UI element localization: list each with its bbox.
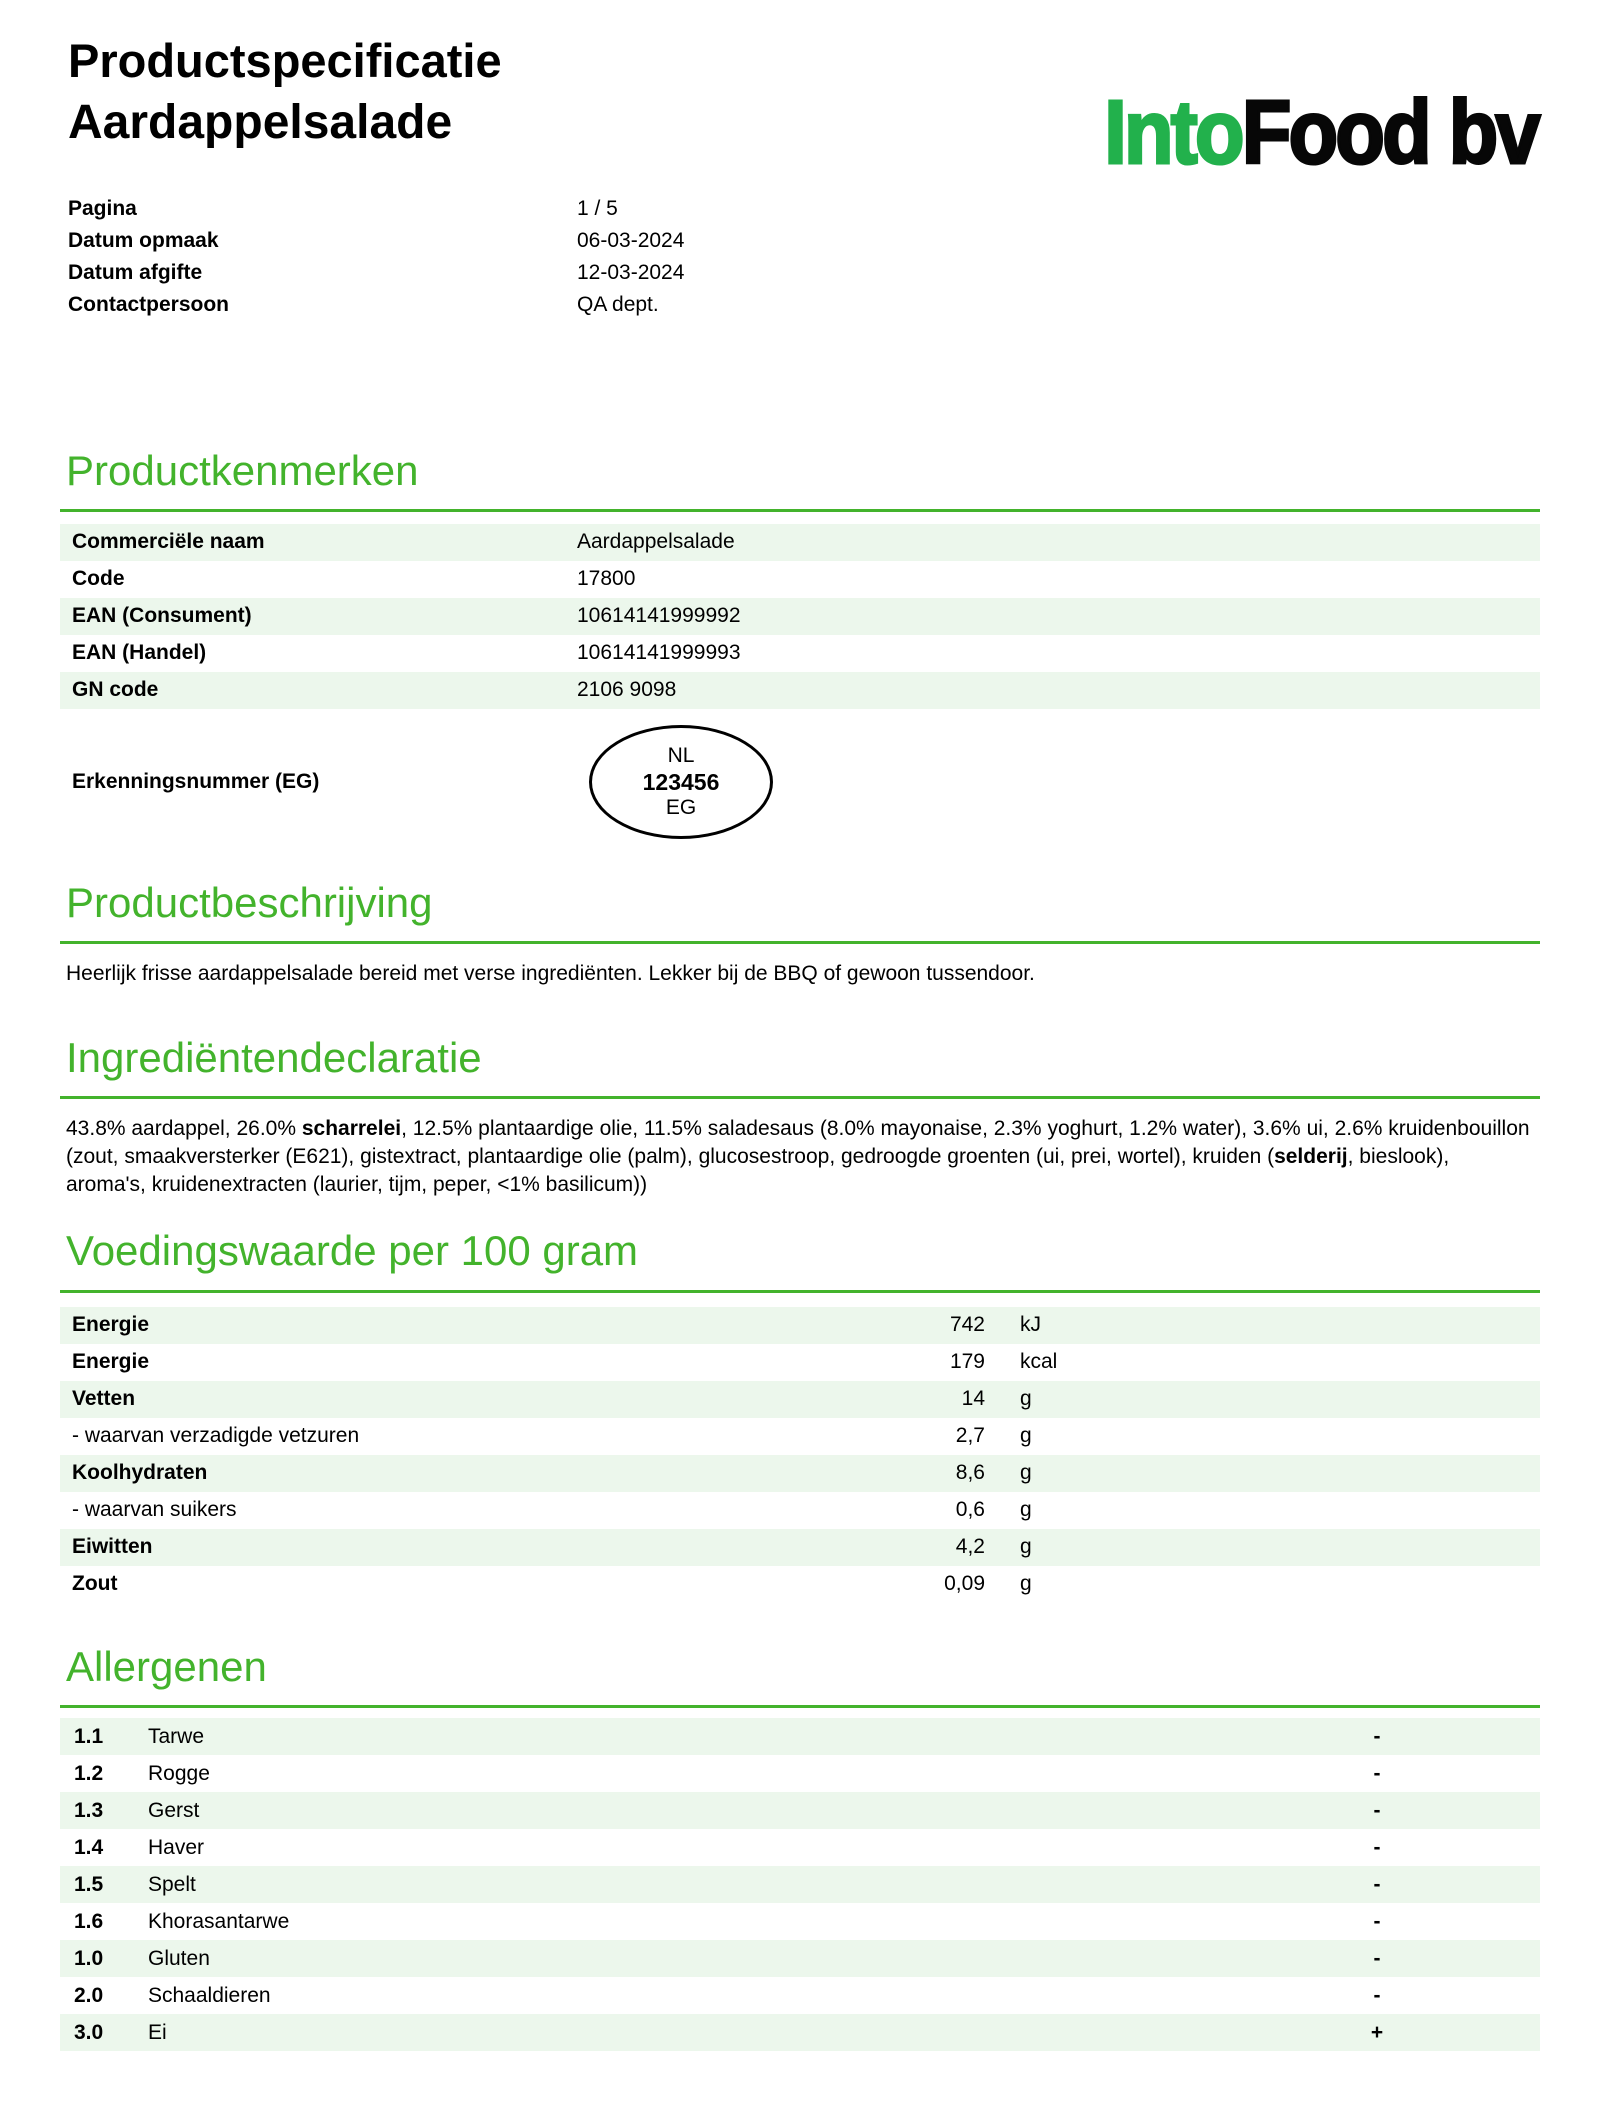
allergen-code: 1.5	[74, 1872, 104, 1896]
table-row	[60, 1792, 1540, 1829]
allergen-name: Schaaldieren	[148, 1983, 271, 2007]
allergen-code: 3.0	[74, 2020, 104, 2044]
table-row	[60, 1381, 1540, 1418]
logo-text-black: Food bv	[1241, 83, 1538, 183]
allergen-code: 1.4	[74, 1835, 104, 1859]
table-row	[60, 1455, 1540, 1492]
section-heading: Productbeschrijving	[66, 878, 433, 926]
spec-value: Aardappelsalade	[577, 530, 735, 554]
spec-value: 2106 9098	[577, 678, 677, 702]
nutrition-table	[60, 1307, 1540, 1603]
allergen-status: -	[1373, 1983, 1381, 2007]
ec-approval-oval-mark	[589, 725, 773, 839]
meta-row	[68, 289, 1540, 321]
allergen-status: -	[1373, 1946, 1381, 1970]
section-productbeschrijving	[60, 879, 1540, 988]
section-divider	[60, 1096, 1540, 1099]
ingredient-text: , bieslook), aroma's, kruidenextracten (laurier, tijm, peper, <1% basilicum))	[66, 1145, 1450, 1197]
allergen-code: 1.6	[74, 1909, 104, 1933]
meta-value: 12-03-2024	[577, 260, 685, 284]
allergen-name: Haver	[148, 1835, 205, 1859]
allergen-status: -	[1373, 1798, 1381, 1822]
allergen-table	[60, 1718, 1540, 2051]
nutrition-unit: g	[1020, 1387, 1032, 1411]
allergen-status: -	[1373, 1835, 1381, 1859]
allergen-code: 2.0	[74, 1983, 104, 2007]
section-heading: Productkenmerken	[66, 446, 419, 494]
ingredient-text: , 12.5% plantaardige olie, 11.5% saladesaus (8.0% mayonaise, 2.3% yoghurt, 1.2% water), 3.6% ui, 2.6% kruidenbouillon (zout, smaakversterker (E621), gistextract, plantaardige olie (palm), glucosestroop, gedroogde groenten (ui, prei, wortel), kruiden (	[66, 1117, 1530, 1169]
meta-row	[68, 193, 1540, 225]
page-title: Productspecificatie	[68, 34, 502, 87]
section-divider	[60, 1705, 1540, 1708]
allergen-name: Rogge	[148, 1761, 210, 1785]
nutrition-value: 0,6	[955, 1498, 985, 1522]
meta-label: Datum opmaak	[68, 228, 219, 252]
table-row	[60, 598, 1540, 635]
table-row	[60, 1307, 1540, 1344]
table-row	[60, 672, 1540, 709]
table-row	[60, 1492, 1540, 1529]
allergen-status: -	[1373, 1909, 1381, 1933]
section-voedingswaarde	[60, 1227, 1540, 1602]
nutrition-value: 179	[949, 1350, 985, 1374]
meta-row	[68, 257, 1540, 289]
spec-label: EAN (Handel)	[72, 641, 207, 665]
nutrition-unit: g	[1020, 1424, 1032, 1448]
nutrition-value: 2,7	[955, 1424, 985, 1448]
spec-value: 10614141999992	[577, 604, 741, 628]
nutrition-label: - waarvan verzadigde vetzuren	[72, 1424, 360, 1448]
nutrition-label: Energie	[72, 1350, 150, 1374]
spec-label: Commerciële naam	[72, 530, 265, 554]
section-ingredientendeclaratie	[60, 1034, 1540, 1199]
nutrition-label: Energie	[72, 1313, 150, 1337]
nutrition-unit: kJ	[1020, 1313, 1041, 1337]
spec-label: GN code	[72, 678, 159, 702]
meta-label: Datum afgifte	[68, 260, 203, 284]
table-row	[60, 1866, 1540, 1903]
nutrition-unit: kcal	[1020, 1350, 1058, 1374]
spec-label: EAN (Consument)	[72, 604, 252, 628]
product-description-text: Heerlijk frisse aardappelsalade bereid met verse ingrediënten. Lekker bij de BBQ of gewoon tussendoor.	[66, 962, 1035, 986]
allergen-code: 1.3	[74, 1798, 104, 1822]
table-row	[60, 1529, 1540, 1566]
oval-country-code: NL	[667, 743, 695, 767]
ingredients-declaration-text	[60, 1115, 1540, 1199]
logo-text-green: Into	[1104, 83, 1242, 183]
table-row	[60, 1566, 1540, 1603]
section-divider	[60, 509, 1540, 512]
table-row	[60, 635, 1540, 672]
allergen-status: +	[1370, 2020, 1384, 2044]
allergen-code: 1.1	[74, 1724, 104, 1748]
allergen-code: 1.2	[74, 1761, 104, 1785]
nutrition-unit: g	[1020, 1498, 1032, 1522]
table-row	[60, 1755, 1540, 1792]
allergen-name: Ei	[148, 2020, 167, 2044]
table-row	[60, 1418, 1540, 1455]
ingredient-text: 43.8% aardappel, 26.0%	[66, 1117, 302, 1141]
nutrition-value: 742	[949, 1313, 985, 1337]
meta-label: Contactpersoon	[68, 292, 230, 316]
nutrition-value: 8,6	[955, 1461, 985, 1485]
spec-value: 10614141999993	[577, 641, 741, 665]
section-heading: Allergenen	[66, 1642, 267, 1690]
section-productkenmerken	[60, 447, 1540, 839]
allergen-status: -	[1373, 1872, 1381, 1896]
allergen-code: 1.0	[74, 1946, 104, 1970]
spec-value: 17800	[577, 567, 636, 591]
section-allergenen	[60, 1643, 1540, 2051]
table-row	[60, 1829, 1540, 1866]
ingredient-highlight: selderij	[1274, 1145, 1348, 1169]
allergen-name: Gerst	[148, 1798, 200, 1822]
nutrition-value: 0,09	[944, 1572, 985, 1596]
nutrition-unit: g	[1020, 1572, 1032, 1596]
nutrition-label: Vetten	[72, 1387, 136, 1411]
meta-value: 06-03-2024	[577, 228, 685, 252]
meta-row	[68, 225, 1540, 257]
table-row	[60, 1977, 1540, 2014]
meta-label: Pagina	[68, 196, 137, 220]
product-name: Aardappelsalade	[68, 95, 453, 149]
nutrition-label: Eiwitten	[72, 1535, 153, 1559]
allergen-name: Gluten	[148, 1946, 210, 1970]
allergen-name: Tarwe	[148, 1724, 205, 1748]
section-heading: Voedingswaarde per 100 gram	[66, 1227, 639, 1275]
oval-approval-number: 123456	[642, 768, 720, 795]
table-row	[60, 524, 1540, 561]
table-row	[60, 1940, 1540, 1977]
document-meta	[60, 193, 1540, 321]
ingredient-highlight: scharrelei	[301, 1117, 402, 1141]
nutrition-label: Koolhydraten	[72, 1461, 208, 1485]
section-heading: Ingrediëntendeclaratie	[66, 1034, 482, 1082]
allergen-status: -	[1373, 1761, 1381, 1785]
nutrition-label: Zout	[72, 1572, 118, 1596]
nutrition-value: 4,2	[955, 1535, 985, 1559]
meta-value: QA dept.	[577, 292, 659, 316]
section-divider	[60, 941, 1540, 944]
allergen-name: Khorasantarwe	[148, 1909, 290, 1933]
meta-value: 1 / 5	[577, 196, 618, 220]
approval-number-row	[60, 725, 1540, 839]
nutrition-label: - waarvan suikers	[72, 1498, 237, 1522]
table-row	[60, 1903, 1540, 1940]
section-divider	[60, 1290, 1540, 1293]
table-row	[60, 561, 1540, 598]
nutrition-unit: g	[1020, 1461, 1032, 1485]
allergen-name: Spelt	[148, 1872, 196, 1896]
nutrition-value: 14	[961, 1387, 985, 1411]
spec-label: Code	[72, 567, 125, 591]
allergen-status: -	[1373, 1724, 1381, 1748]
table-row	[60, 1344, 1540, 1381]
oval-ec-text: EG	[665, 795, 697, 819]
product-characteristics-table	[60, 524, 1540, 709]
table-row	[60, 1718, 1540, 1755]
company-logo	[1104, 83, 1538, 183]
table-row	[60, 2014, 1540, 2051]
approval-number-label: Erkenningsnummer (EG)	[72, 769, 320, 793]
nutrition-unit: g	[1020, 1535, 1032, 1559]
